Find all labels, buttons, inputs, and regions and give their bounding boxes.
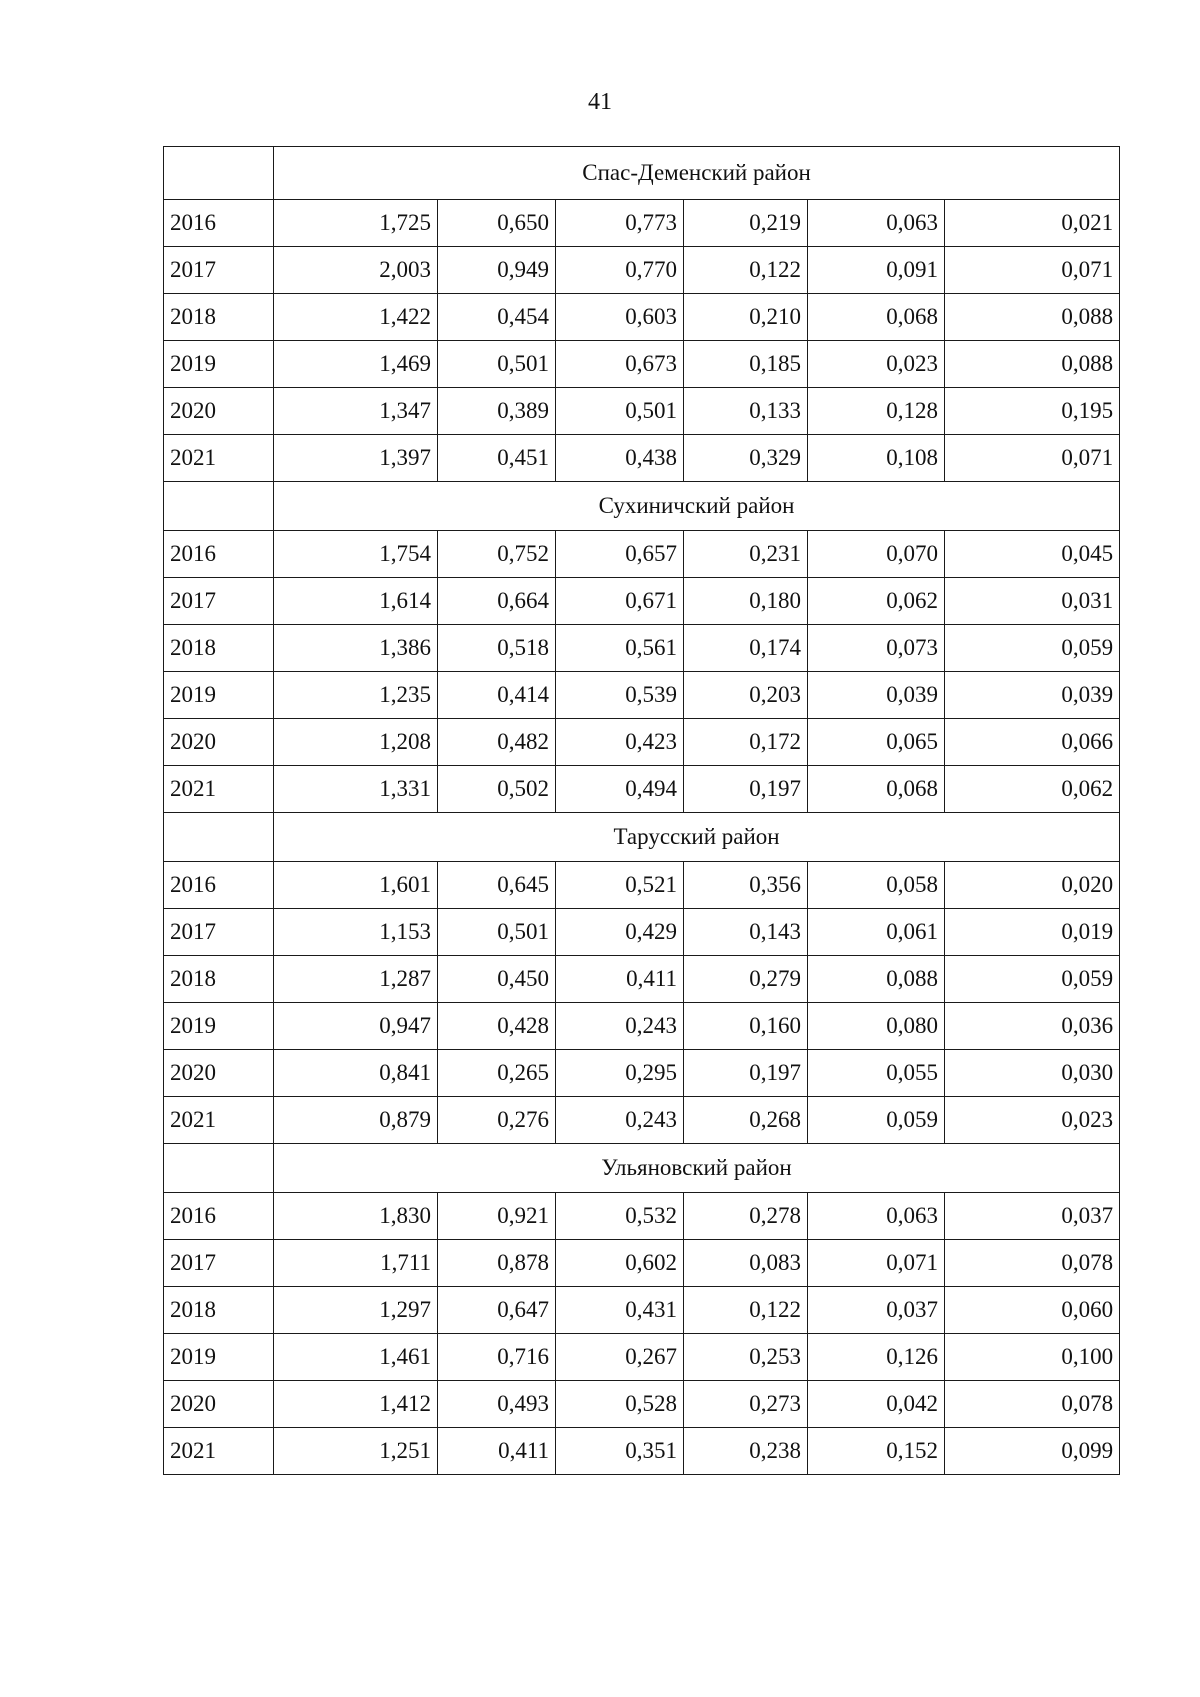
value-cell: 0,329 <box>684 435 808 482</box>
table-row <box>164 625 1120 672</box>
value-cell: 0,450 <box>438 956 556 1003</box>
value-cell: 0,143 <box>684 909 808 956</box>
value-cell: 0,921 <box>438 1193 556 1240</box>
value-cell: 0,411 <box>556 956 684 1003</box>
table-row <box>164 1003 1120 1050</box>
value-cell: 1,461 <box>274 1334 438 1381</box>
value-cell: 0,645 <box>438 862 556 909</box>
value-cell: 1,711 <box>274 1240 438 1287</box>
year-cell: 2020 <box>164 1381 274 1428</box>
year-cell: 2021 <box>164 435 274 482</box>
value-cell: 0,841 <box>274 1050 438 1097</box>
value-cell: 0,078 <box>945 1240 1120 1287</box>
value-cell: 0,521 <box>556 862 684 909</box>
value-cell: 0,539 <box>556 672 684 719</box>
value-cell: 0,059 <box>808 1097 945 1144</box>
value-cell: 0,172 <box>684 719 808 766</box>
value-cell: 1,601 <box>274 862 438 909</box>
year-cell: 2020 <box>164 719 274 766</box>
value-cell: 0,037 <box>945 1193 1120 1240</box>
value-cell: 0,501 <box>556 388 684 435</box>
section-header-empty-cell <box>164 1144 274 1193</box>
value-cell: 0,267 <box>556 1334 684 1381</box>
value-cell: 0,219 <box>684 200 808 247</box>
value-cell: 1,469 <box>274 341 438 388</box>
value-cell: 0,066 <box>945 719 1120 766</box>
table-row <box>164 294 1120 341</box>
district-data-table <box>163 146 1120 1475</box>
value-cell: 0,295 <box>556 1050 684 1097</box>
value-cell: 0,268 <box>684 1097 808 1144</box>
value-cell: 0,071 <box>945 247 1120 294</box>
value-cell: 0,065 <box>808 719 945 766</box>
value-cell: 0,423 <box>556 719 684 766</box>
year-cell: 2019 <box>164 1003 274 1050</box>
value-cell: 0,561 <box>556 625 684 672</box>
value-cell: 0,528 <box>556 1381 684 1428</box>
value-cell: 0,071 <box>808 1240 945 1287</box>
value-cell: 0,265 <box>438 1050 556 1097</box>
value-cell: 0,108 <box>808 435 945 482</box>
value-cell: 0,023 <box>808 341 945 388</box>
value-cell: 0,203 <box>684 672 808 719</box>
value-cell: 0,071 <box>945 435 1120 482</box>
value-cell: 0,068 <box>808 766 945 813</box>
value-cell: 0,411 <box>438 1428 556 1475</box>
year-cell: 2016 <box>164 200 274 247</box>
value-cell: 0,752 <box>438 531 556 578</box>
table-row <box>164 388 1120 435</box>
table-row <box>164 862 1120 909</box>
value-cell: 0,042 <box>808 1381 945 1428</box>
value-cell: 0,073 <box>808 625 945 672</box>
value-cell: 0,429 <box>556 909 684 956</box>
value-cell: 0,664 <box>438 578 556 625</box>
value-cell: 0,100 <box>945 1334 1120 1381</box>
year-cell: 2021 <box>164 1097 274 1144</box>
value-cell: 0,039 <box>945 672 1120 719</box>
value-cell: 1,614 <box>274 578 438 625</box>
value-cell: 0,133 <box>684 388 808 435</box>
value-cell: 0,126 <box>808 1334 945 1381</box>
table-row <box>164 341 1120 388</box>
table-row <box>164 247 1120 294</box>
value-cell: 0,389 <box>438 388 556 435</box>
value-cell: 0,673 <box>556 341 684 388</box>
year-cell: 2016 <box>164 1193 274 1240</box>
section-header-row <box>164 813 1120 862</box>
value-cell: 0,152 <box>808 1428 945 1475</box>
year-cell: 2021 <box>164 766 274 813</box>
value-cell: 0,099 <box>945 1428 1120 1475</box>
year-cell: 2017 <box>164 909 274 956</box>
table-row <box>164 1193 1120 1240</box>
value-cell: 1,235 <box>274 672 438 719</box>
value-cell: 0,061 <box>808 909 945 956</box>
value-cell: 0,080 <box>808 1003 945 1050</box>
value-cell: 0,070 <box>808 531 945 578</box>
value-cell: 0,180 <box>684 578 808 625</box>
value-cell: 0,088 <box>945 341 1120 388</box>
value-cell: 0,060 <box>945 1287 1120 1334</box>
value-cell: 0,716 <box>438 1334 556 1381</box>
page-number: 41 <box>588 89 612 115</box>
value-cell: 0,062 <box>808 578 945 625</box>
table-row <box>164 1240 1120 1287</box>
year-cell: 2018 <box>164 1287 274 1334</box>
year-cell: 2016 <box>164 862 274 909</box>
value-cell: 0,356 <box>684 862 808 909</box>
value-cell: 0,603 <box>556 294 684 341</box>
value-cell: 0,088 <box>945 294 1120 341</box>
year-cell: 2021 <box>164 1428 274 1475</box>
table-row <box>164 1334 1120 1381</box>
value-cell: 1,412 <box>274 1381 438 1428</box>
value-cell: 0,059 <box>945 956 1120 1003</box>
value-cell: 1,397 <box>274 435 438 482</box>
value-cell: 0,031 <box>945 578 1120 625</box>
value-cell: 1,347 <box>274 388 438 435</box>
table-row <box>164 1097 1120 1144</box>
value-cell: 0,501 <box>438 909 556 956</box>
value-cell: 1,297 <box>274 1287 438 1334</box>
table-row <box>164 956 1120 1003</box>
value-cell: 0,657 <box>556 531 684 578</box>
value-cell: 0,493 <box>438 1381 556 1428</box>
value-cell: 0,020 <box>945 862 1120 909</box>
table-row <box>164 578 1120 625</box>
value-cell: 0,438 <box>556 435 684 482</box>
value-cell: 0,879 <box>274 1097 438 1144</box>
value-cell: 0,059 <box>945 625 1120 672</box>
value-cell: 0,045 <box>945 531 1120 578</box>
year-cell: 2016 <box>164 531 274 578</box>
value-cell: 0,021 <box>945 200 1120 247</box>
value-cell: 0,482 <box>438 719 556 766</box>
value-cell: 0,062 <box>945 766 1120 813</box>
value-cell: 0,501 <box>438 341 556 388</box>
value-cell: 0,494 <box>556 766 684 813</box>
table-row <box>164 435 1120 482</box>
value-cell: 0,647 <box>438 1287 556 1334</box>
value-cell: 0,602 <box>556 1240 684 1287</box>
table-row <box>164 719 1120 766</box>
year-cell: 2018 <box>164 956 274 1003</box>
year-cell: 2017 <box>164 247 274 294</box>
value-cell: 0,122 <box>684 1287 808 1334</box>
value-cell: 0,030 <box>945 1050 1120 1097</box>
table-row <box>164 1428 1120 1475</box>
value-cell: 0,128 <box>808 388 945 435</box>
value-cell: 0,019 <box>945 909 1120 956</box>
value-cell: 0,276 <box>438 1097 556 1144</box>
section-title: Сухиничский район <box>274 482 1120 531</box>
table-body <box>164 147 1120 1475</box>
year-cell: 2019 <box>164 341 274 388</box>
table-row <box>164 1050 1120 1097</box>
section-title: Спас-Деменский район <box>274 147 1120 200</box>
value-cell: 0,518 <box>438 625 556 672</box>
value-cell: 0,279 <box>684 956 808 1003</box>
year-cell: 2019 <box>164 1334 274 1381</box>
value-cell: 0,454 <box>438 294 556 341</box>
section-title: Тарусский район <box>274 813 1120 862</box>
value-cell: 0,039 <box>808 672 945 719</box>
value-cell: 1,208 <box>274 719 438 766</box>
year-cell: 2020 <box>164 388 274 435</box>
value-cell: 0,058 <box>808 862 945 909</box>
table-row <box>164 531 1120 578</box>
table-row <box>164 1381 1120 1428</box>
value-cell: 0,122 <box>684 247 808 294</box>
value-cell: 1,725 <box>274 200 438 247</box>
value-cell: 1,331 <box>274 766 438 813</box>
value-cell: 0,055 <box>808 1050 945 1097</box>
table-row <box>164 200 1120 247</box>
value-cell: 0,160 <box>684 1003 808 1050</box>
value-cell: 0,451 <box>438 435 556 482</box>
section-header-row <box>164 1144 1120 1193</box>
value-cell: 0,273 <box>684 1381 808 1428</box>
section-header-empty-cell <box>164 482 274 531</box>
section-header-row <box>164 147 1120 200</box>
value-cell: 0,063 <box>808 1193 945 1240</box>
table-row <box>164 766 1120 813</box>
value-cell: 1,830 <box>274 1193 438 1240</box>
value-cell: 1,754 <box>274 531 438 578</box>
value-cell: 1,287 <box>274 956 438 1003</box>
value-cell: 0,671 <box>556 578 684 625</box>
value-cell: 0,650 <box>438 200 556 247</box>
value-cell: 0,068 <box>808 294 945 341</box>
value-cell: 1,386 <box>274 625 438 672</box>
value-cell: 0,197 <box>684 766 808 813</box>
value-cell: 0,185 <box>684 341 808 388</box>
value-cell: 0,947 <box>274 1003 438 1050</box>
value-cell: 0,195 <box>945 388 1120 435</box>
value-cell: 0,023 <box>945 1097 1120 1144</box>
value-cell: 0,773 <box>556 200 684 247</box>
value-cell: 1,251 <box>274 1428 438 1475</box>
section-title: Ульяновский район <box>274 1144 1120 1193</box>
value-cell: 0,532 <box>556 1193 684 1240</box>
year-cell: 2018 <box>164 294 274 341</box>
value-cell: 0,949 <box>438 247 556 294</box>
value-cell: 0,037 <box>808 1287 945 1334</box>
value-cell: 0,210 <box>684 294 808 341</box>
year-cell: 2019 <box>164 672 274 719</box>
value-cell: 0,063 <box>808 200 945 247</box>
value-cell: 0,431 <box>556 1287 684 1334</box>
value-cell: 0,243 <box>556 1097 684 1144</box>
value-cell: 0,238 <box>684 1428 808 1475</box>
table-row <box>164 672 1120 719</box>
value-cell: 0,036 <box>945 1003 1120 1050</box>
year-cell: 2017 <box>164 1240 274 1287</box>
section-header-row <box>164 482 1120 531</box>
table-row <box>164 1287 1120 1334</box>
value-cell: 0,351 <box>556 1428 684 1475</box>
value-cell: 0,502 <box>438 766 556 813</box>
year-cell: 2020 <box>164 1050 274 1097</box>
value-cell: 0,091 <box>808 247 945 294</box>
value-cell: 0,078 <box>945 1381 1120 1428</box>
value-cell: 0,197 <box>684 1050 808 1097</box>
year-cell: 2017 <box>164 578 274 625</box>
value-cell: 0,174 <box>684 625 808 672</box>
value-cell: 0,278 <box>684 1193 808 1240</box>
value-cell: 0,088 <box>808 956 945 1003</box>
value-cell: 2,003 <box>274 247 438 294</box>
value-cell: 1,422 <box>274 294 438 341</box>
year-cell: 2018 <box>164 625 274 672</box>
value-cell: 0,253 <box>684 1334 808 1381</box>
section-header-empty-cell <box>164 147 274 200</box>
value-cell: 1,153 <box>274 909 438 956</box>
table-row <box>164 909 1120 956</box>
value-cell: 0,878 <box>438 1240 556 1287</box>
value-cell: 0,083 <box>684 1240 808 1287</box>
value-cell: 0,770 <box>556 247 684 294</box>
value-cell: 0,428 <box>438 1003 556 1050</box>
value-cell: 0,414 <box>438 672 556 719</box>
value-cell: 0,243 <box>556 1003 684 1050</box>
value-cell: 0,231 <box>684 531 808 578</box>
section-header-empty-cell <box>164 813 274 862</box>
